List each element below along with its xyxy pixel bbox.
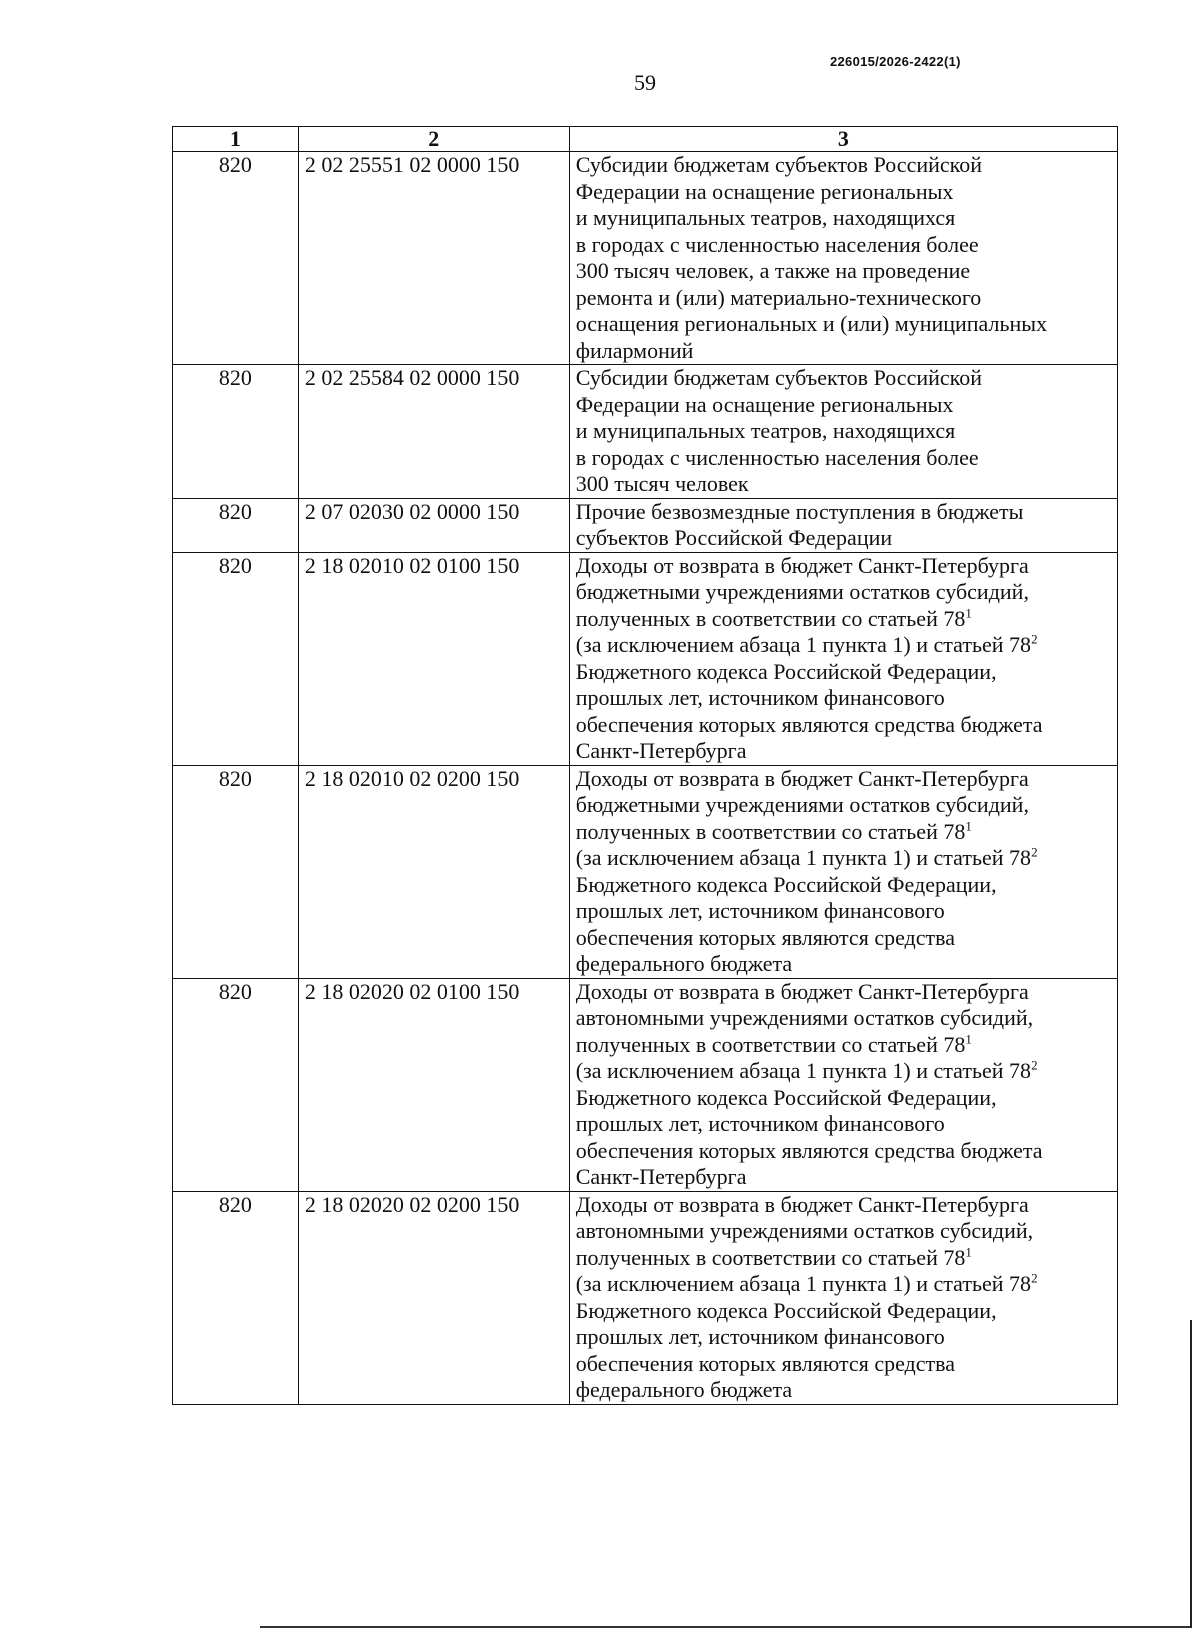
revenue-name-cell xyxy=(569,765,1117,978)
admin-code-cell: 820 xyxy=(173,152,299,365)
admin-code-cell: 820 xyxy=(173,1191,299,1404)
table-row xyxy=(173,552,1118,765)
article-superscript: 1 xyxy=(965,818,972,834)
admin-code-cell: 820 xyxy=(173,498,299,552)
name-text-part: (за исключением абзаца 1 пункта 1) и статьей 78 xyxy=(575,845,1032,870)
article-superscript: 2 xyxy=(1031,631,1038,647)
article-superscript: 2 xyxy=(1031,1270,1038,1286)
name-text-part: Бюджетного кодекса Российской Федерации, прошлых лет, источником финансового обеспечения которых являются средства бюджета Санкт-Петербурга xyxy=(575,658,1043,763)
revenue-name-cell xyxy=(569,552,1117,765)
table-row xyxy=(173,152,1118,365)
table-body xyxy=(173,152,1118,1405)
revenue-name-cell xyxy=(569,978,1117,1191)
page-number: 59 xyxy=(634,70,656,95)
revenue-codes-table xyxy=(172,126,1118,1405)
column-header-2: 2 xyxy=(298,127,569,152)
admin-code-cell: 820 xyxy=(173,978,299,1191)
scan-edge-line xyxy=(1190,1320,1192,1628)
column-header-1: 1 xyxy=(173,127,299,152)
revenue-name-cell: Субсидии бюджетам субъектов Российской Федерации на оснащение региональных и муниципальных театров, находящихся в городах с численностью населения более 300 тысяч человек, а также на проведение ремонта и (или) материально-технического оснащения региональных и (или) муниципальных филармоний xyxy=(569,152,1117,365)
name-text-part: (за исключением абзаца 1 пункта 1) и статьей 78 xyxy=(575,632,1032,657)
name-text-part: Доходы от возврата в бюджет Санкт-Петербурга автономными учреждениями остатков субсидий, полученных в соответствии со статьей 78 xyxy=(575,978,1034,1057)
article-superscript: 1 xyxy=(965,605,972,621)
name-text-part: (за исключением абзаца 1 пункта 1) и статьей 78 xyxy=(575,1271,1032,1296)
article-superscript: 2 xyxy=(1031,844,1038,860)
table-header xyxy=(173,127,1118,152)
name-text-part: Бюджетного кодекса Российской Федерации, прошлых лет, источником финансового обеспечения которых являются средства федерального бюджета xyxy=(575,871,997,976)
revenue-code-cell: 2 18 02020 02 0200 150 xyxy=(298,1191,569,1404)
table-row xyxy=(173,498,1118,552)
article-superscript: 2 xyxy=(1031,1057,1038,1073)
column-header-3: 3 xyxy=(569,127,1117,152)
revenue-code-cell: 2 07 02030 02 0000 150 xyxy=(298,498,569,552)
table-row xyxy=(173,1191,1118,1404)
table-header-row xyxy=(173,127,1118,152)
document-id: 226015/2026-2422(1) xyxy=(830,54,961,69)
revenue-code-cell: 2 18 02010 02 0100 150 xyxy=(298,552,569,765)
admin-code-cell: 820 xyxy=(173,552,299,765)
revenue-code-cell: 2 02 25551 02 0000 150 xyxy=(298,152,569,365)
revenue-name-cell: Прочие безвозмездные поступления в бюджеты субъектов Российской Федерации xyxy=(569,498,1117,552)
name-text-part: Доходы от возврата в бюджет Санкт-Петербурга бюджетными учреждениями остатков субсидий, полученных в соответствии со статьей 78 xyxy=(575,765,1029,844)
name-text-part: Доходы от возврата в бюджет Санкт-Петербурга бюджетными учреждениями остатков субсидий, полученных в соответствии со статьей 78 xyxy=(575,552,1029,631)
name-text-part: (за исключением абзаца 1 пункта 1) и статьей 78 xyxy=(575,1058,1032,1083)
revenue-name-cell: Субсидии бюджетам субъектов Российской Федерации на оснащение региональных и муниципальных театров, находящихся в городах с численностью населения более 300 тысяч человек xyxy=(569,365,1117,499)
revenue-name-cell xyxy=(569,1191,1117,1404)
admin-code-cell: 820 xyxy=(173,365,299,499)
table-row xyxy=(173,765,1118,978)
name-text-part: Бюджетного кодекса Российской Федерации, прошлых лет, источником финансового обеспечения которых являются средства бюджета Санкт-Петербурга xyxy=(575,1084,1043,1189)
revenue-code-cell: 2 18 02010 02 0200 150 xyxy=(298,765,569,978)
table-row xyxy=(173,978,1118,1191)
revenue-code-cell: 2 02 25584 02 0000 150 xyxy=(298,365,569,499)
article-superscript: 1 xyxy=(965,1031,972,1047)
name-text-part: Доходы от возврата в бюджет Санкт-Петербурга автономными учреждениями остатков субсидий, полученных в соответствии со статьей 78 xyxy=(575,1191,1034,1270)
admin-code-cell: 820 xyxy=(173,765,299,978)
article-superscript: 1 xyxy=(965,1244,972,1260)
revenue-code-cell: 2 18 02020 02 0100 150 xyxy=(298,978,569,1191)
table-row xyxy=(173,365,1118,499)
name-text-part: Бюджетного кодекса Российской Федерации, прошлых лет, источником финансового обеспечения которых являются средства федерального бюджета xyxy=(575,1297,997,1402)
